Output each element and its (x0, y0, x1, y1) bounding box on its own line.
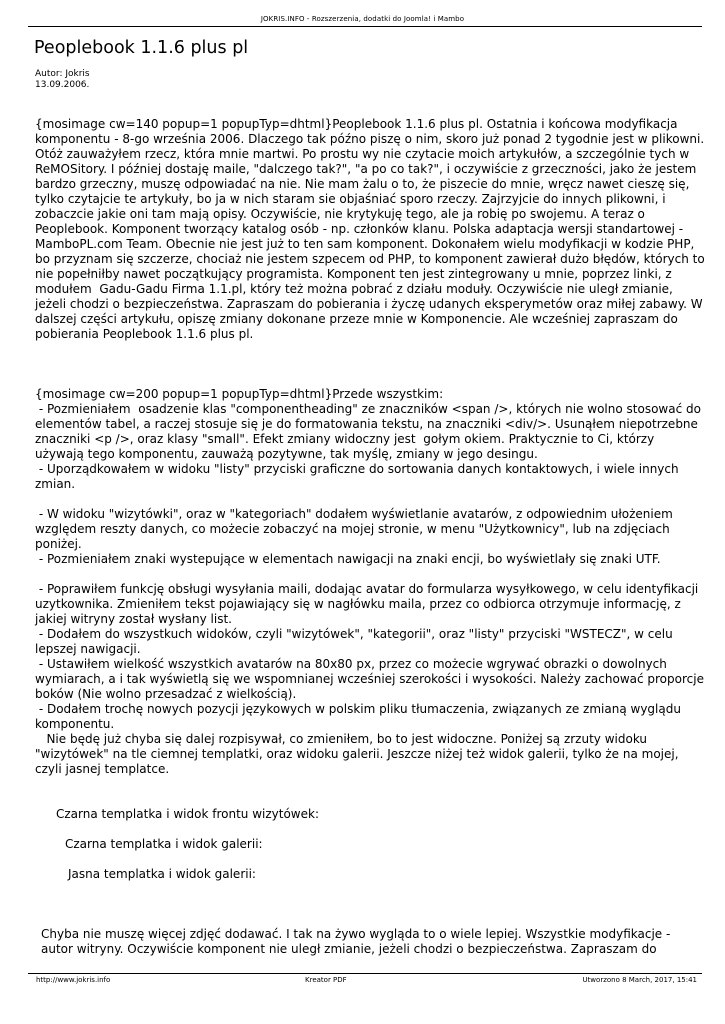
change-item: - W widoku "wizytówki", oraz w "kategoriach" dodałem wyświetlanie avatarów, z odpowiednim ułożeniem względem reszty danych, co możecie zobaczyć na mojej stronie, w menu "Użytkownicy", lub na zdjęciach poniżej. (35, 507, 677, 551)
intro-paragraph: {mosimage cw=140 popup=1 popupTyp=dhtml}Peoplebook 1.1.6 plus pl. Ostatnia i końcowa modyfikacja komponentu - 8-go września 2006. Dlaczego tak późno piszę o nim, skoro już ponad 2 tygodnie jest w plikowni. Otóż zauważyłem rzecz, która mnie martwi. Po prostu wy nie czytacie moich artykułów, a szczególnie tych w ReMOSitory. I później dostaję maile, "dalczego tak?", "a po co tak?", i oczywiście z grzeczności, jako że jestem bardzo grzeczny, muszę odpowiadać na nie. Nie mam żalu o to, że piszecie do mnie, wręcz nawet cieszę się, tylko czytajcie te artykuły, bo ja w nich staram sie objaśniać sporo rzeczy. Zajrzyjcie do innych plikowni, i zobaczcie jakie oni tam mają opisy. Oczywiście, nie krytykuję tego, ale ja robię po swojemu. A teraz o Peoplebook. Komponent tworzący katalog osób - np. członków klanu. Polska adaptacja wersji standartowej - MamboPL.com Team. Obecnie nie jest już to ten sam komponent. Dokonałem wielu modyfikacji w kodzie PHP, bo przyznam się szczerze, chociaż nie jestem szpecem od PHP, to komponent zawierał dużo błędów, których to nie popełniłby nawet początkujący programista. Komponent ten jest zintegrowany u mnie, poprzez linki, z modułem Gadu-Gadu Firma 1.1.pl, który też można pobrać z działu moduły. Oczywiście nie uległ zmianie, jeżeli chodzi o bezpieczeństwa. Zapraszam do pobierania i życzę udanych eksperymetów oraz miłej zabawy. W dalszej części artykułu, opiszę zmiany dokonane przeze mnie w Komponencie. Ale wcześniej zapraszam do pobierania Peoplebook 1.1.6 plus pl. (35, 117, 709, 341)
footer-created: Utworzono 8 March, 2017, 15:41 (582, 976, 697, 984)
change-item: - Pozmieniałem osadzenie klas "componentheading" ze znaczników <span />, których nie wolno stosować do elementów tabel, a raczej stosuje się je do formatowania tekstu, na znaczniki <div/>. Usunąłem niepotrzebne znaczniki <p />, oraz klasy "small". Efekt zmiany widoczny jest gołym okiem. Praktycznie to Ci, którzy używają tego komponentu, zauważą pozytywne, tak myślę, zmiany w jego desingu. (35, 402, 705, 461)
change-item: - Poprawiłem funkcję obsługi wysyłania maili, dodając avatar do formularza wysyłkowego, w celu identyfikacji uzytkownika. Zmieniłem tekst pojawiający się w nagłówku maila, przez co odbiorca otrzymuje informację, z jakiej witryny został wysłany list. (35, 582, 703, 626)
change-item: - Ustawiłem wielkość wszystkich avatarów na 80x80 px, przez co możecie wgrywać obrazki o dowolnych wymiarach, a i tak wyświetlą się we wspomnianej wcześniej szerokości i wysokości. Należy zachować proporcje boków (Nie wolno przesadzać z wielkością). (35, 657, 708, 701)
article-title: Peoplebook 1.1.6 plus pl (34, 38, 249, 58)
spacer (35, 492, 705, 507)
screenshot-caption: Czarna templatka i widok galerii: (65, 837, 263, 851)
spacer (35, 567, 705, 582)
changes-intro: {mosimage cw=200 popup=1 popupTyp=dhtml}Przede wszystkim: (35, 387, 444, 401)
author-line: Autor: Jokris (35, 69, 90, 79)
final-paragraph: Chyba nie muszę więcej zdjęć dodawać. I tak na żywo wygląda to o wiele lepiej. Wszystkie modyfikacje - autor witryny. Oczywiście komponent nie uległ zmianie, jeżeli chodzi o bezpieczeństwa. Zapraszam do (41, 927, 675, 956)
change-item: - Uporządkowałem w widoku "listy" przyciski graficzne do sortowania danych kontaktowych, i wiele innych zmian. (35, 462, 683, 491)
screenshot-caption: Jasna templatka i widok galerii: (68, 867, 256, 881)
footer-generator: Kreator PDF (305, 976, 347, 984)
header-divider (28, 26, 702, 27)
footer-divider (28, 973, 702, 974)
change-item: - Dodałem trochę nowych pozycji językowych w polskim pliku tłumaczenia, związanych ze zmianą wyglądu komponentu. (35, 702, 685, 731)
date-line: 13.09.2006. (35, 80, 90, 90)
article-body (35, 117, 709, 957)
change-item: - Pozmieniałem znaki wystepujące w elementach nawigacji na znaki encji, bo wyświetlały się znaki UTF. (35, 552, 661, 566)
article-meta (35, 69, 90, 91)
change-item: - Dodałem do wszystkuch widoków, czyli "wizytówek", "kategorii", oraz "listy" przyciski "WSTECZ", w celu lepszej nawigacji. (35, 627, 677, 656)
footer-url[interactable]: http://www.jokris.info (36, 976, 111, 984)
screenshot-caption: Czarna templatka i widok frontu wizytówek: (56, 807, 319, 821)
page-header: JOKRIS.INFO - Rozszerzenia, dodatki do Joomla! i Mambo (260, 15, 465, 23)
closing-paragraph: Nie będę już chyba się dalej rozpisywał, co zmieniłem, bo to jest widoczne. Poniżej są zrzuty widoku "wizytówek" na tle ciemnej templatki, oraz widoku galerii. Jeszcze niżej też widok galerii, tylko że na mojej, czyli jasnej templatce. (35, 732, 683, 776)
